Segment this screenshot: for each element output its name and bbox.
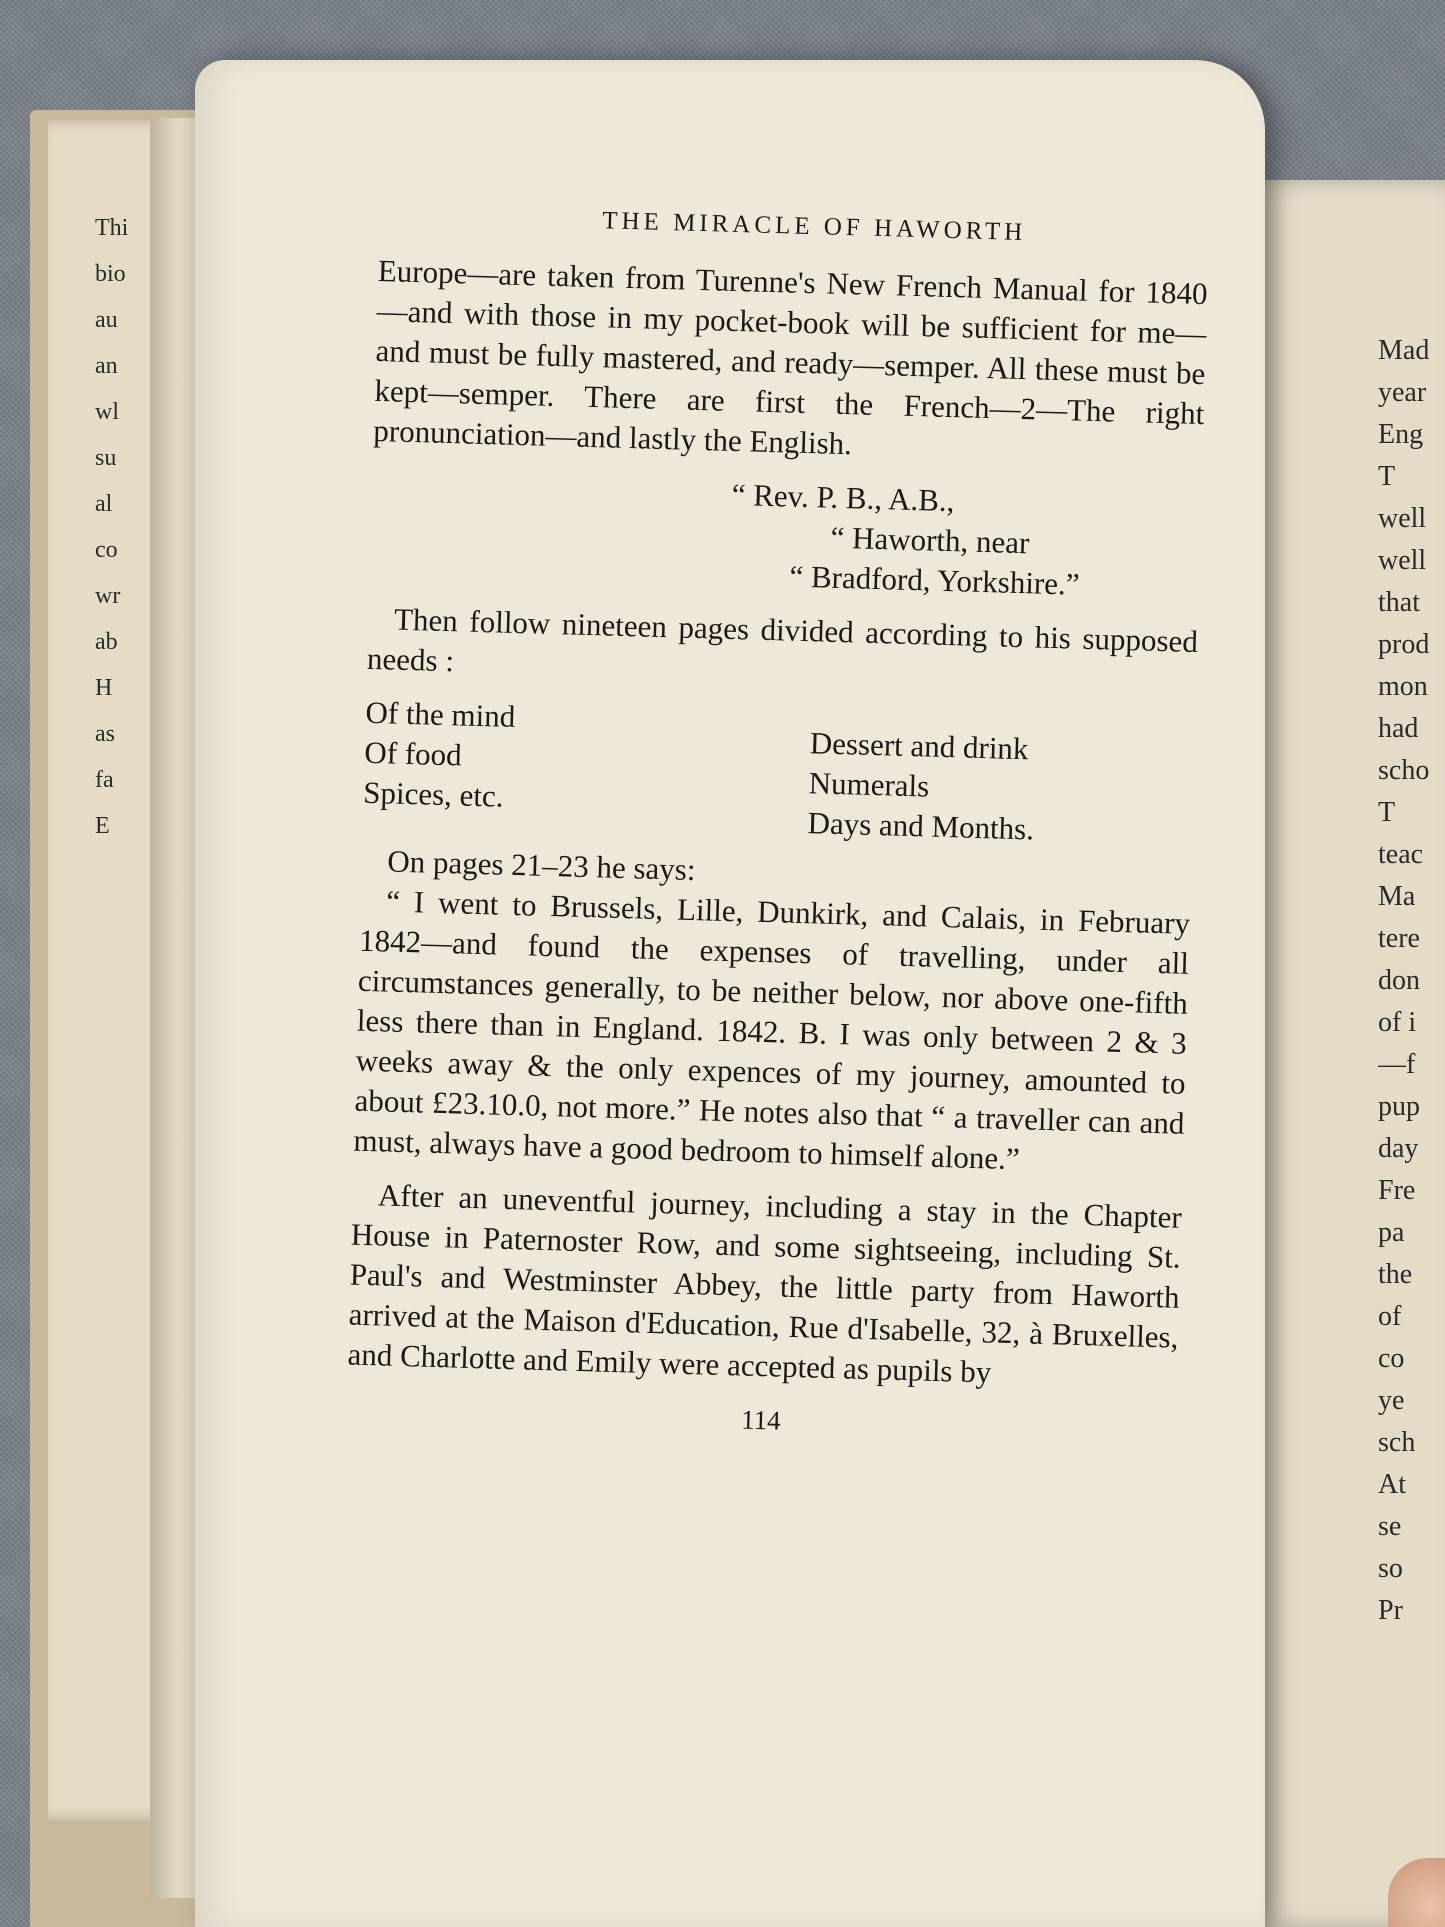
text-fragment: se — [1378, 1511, 1402, 1542]
text-fragment: au — [95, 307, 118, 333]
text-fragment: wr — [95, 583, 121, 609]
text-fragment: co — [95, 537, 118, 563]
text-fragment: fa — [95, 767, 114, 793]
needs-item: Dessert and drink — [809, 725, 1029, 767]
text-fragment: of i — [1378, 1007, 1417, 1038]
paragraph-quotation: “ I went to Brussels, Lille, Dunkirk, and Calais, in February 1842—and found the expenses of travelling, under all circumstances generally, to be neither below, nor above one-fifth less there than in England. 1842. B. I was only between 2 & 3 weeks away & the only expences of my journey, amounted to about £23.10.0, not more.” He notes also that “ a traveller can and must, always have a good bedroom to himself alone.” — [353, 883, 1191, 1177]
text-fragment: well — [1378, 545, 1427, 576]
text-fragment: sch — [1378, 1427, 1416, 1458]
needs-item: Days and Months. — [807, 805, 1035, 847]
text-fragment: Mad — [1378, 335, 1430, 366]
text-fragment: year — [1378, 377, 1427, 408]
text-fragment: scho — [1378, 755, 1430, 786]
text-fragment: T — [1378, 797, 1396, 828]
text-fragment: At — [1378, 1469, 1406, 1500]
text-fragment: Fre — [1378, 1175, 1416, 1206]
text-fragment: as — [95, 721, 115, 747]
address-line: “ Haworth, near — [830, 519, 1030, 561]
text-fragment: ab — [95, 629, 118, 655]
text-fragment: prod — [1378, 629, 1430, 660]
text-fragment: pup — [1378, 1091, 1420, 1122]
paragraph-journey: After an uneventful journey, including a stay in the Chapter House in Paternoster Row, and some sightseeing, including St. Paul's and Westminster Abbey, the little party from Haworth arrived at the Maison d'Education, Rue d'Isabelle, 32, à Bruxelles, and Charlotte and Emily were accepted as pupils by — [347, 1177, 1183, 1390]
text-fragment: bio — [95, 261, 126, 287]
paragraph-continued: Europe—are taken from Turenne's New French Manual for 1840—and with those in my pocket-book will be sufficient for me—and must be fully mastered, and ready—semper. All these must be kept—semper. There are first the French—2—The right pronunciation—and lastly the English. — [372, 252, 1209, 462]
text-fragment: H — [95, 675, 113, 701]
text-fragment: ye — [1378, 1385, 1405, 1416]
running-head: THE MIRACLE OF HAWORTH — [601, 207, 1027, 247]
signature-address — [369, 465, 1202, 608]
text-fragment: E — [95, 813, 110, 839]
text-fragment: Pr — [1378, 1595, 1403, 1626]
text-fragment: Thi — [95, 215, 129, 241]
text-fragment: of — [1378, 1301, 1402, 1332]
text-fragment: T — [1378, 461, 1396, 492]
text-fragment: —f — [1378, 1049, 1416, 1080]
text-fragment: co — [1378, 1343, 1405, 1374]
text-fragment: wl — [95, 399, 119, 425]
text-fragment: mon — [1378, 671, 1428, 702]
text-fragment: an — [95, 353, 118, 379]
text-fragment: pa — [1378, 1217, 1405, 1248]
page-text-block — [346, 195, 1210, 1452]
paragraph-needs-intro: Then follow nineteen pages divided according to his supposed needs : — [366, 601, 1199, 679]
text-fragment: su — [95, 445, 117, 471]
text-fragment: had — [1378, 713, 1419, 744]
needs-item: Spices, etc. — [362, 774, 505, 814]
text-fragment: don — [1378, 965, 1420, 996]
text-fragment: tere — [1378, 923, 1420, 954]
text-fragment: the — [1378, 1259, 1413, 1290]
text-fragment: so — [1378, 1553, 1403, 1584]
needs-column-right — [807, 705, 1037, 849]
needs-item: Of food — [363, 734, 463, 773]
page-number: 114 — [740, 1404, 782, 1436]
address-line: “ Rev. P. B., A.B., — [731, 476, 955, 519]
text-fragment: teac — [1378, 839, 1424, 870]
address-line: “ Bradford, Yorkshire.” — [789, 558, 1081, 602]
text-fragment: Ma — [1378, 881, 1416, 912]
needs-column-left — [362, 693, 811, 843]
text-fragment: day — [1378, 1133, 1419, 1164]
right-page-text-fragments — [1378, 330, 1445, 1632]
paragraph-pages-intro: On pages 21–23 he says: — [386, 843, 697, 888]
needs-list — [362, 693, 1196, 854]
text-fragment: well — [1378, 503, 1427, 534]
needs-item: Numerals — [808, 765, 930, 804]
text-fragment: Eng — [1378, 419, 1424, 450]
text-fragment: al — [95, 491, 113, 517]
needs-item: Of the mind — [365, 694, 516, 734]
text-fragment: that — [1378, 587, 1420, 618]
